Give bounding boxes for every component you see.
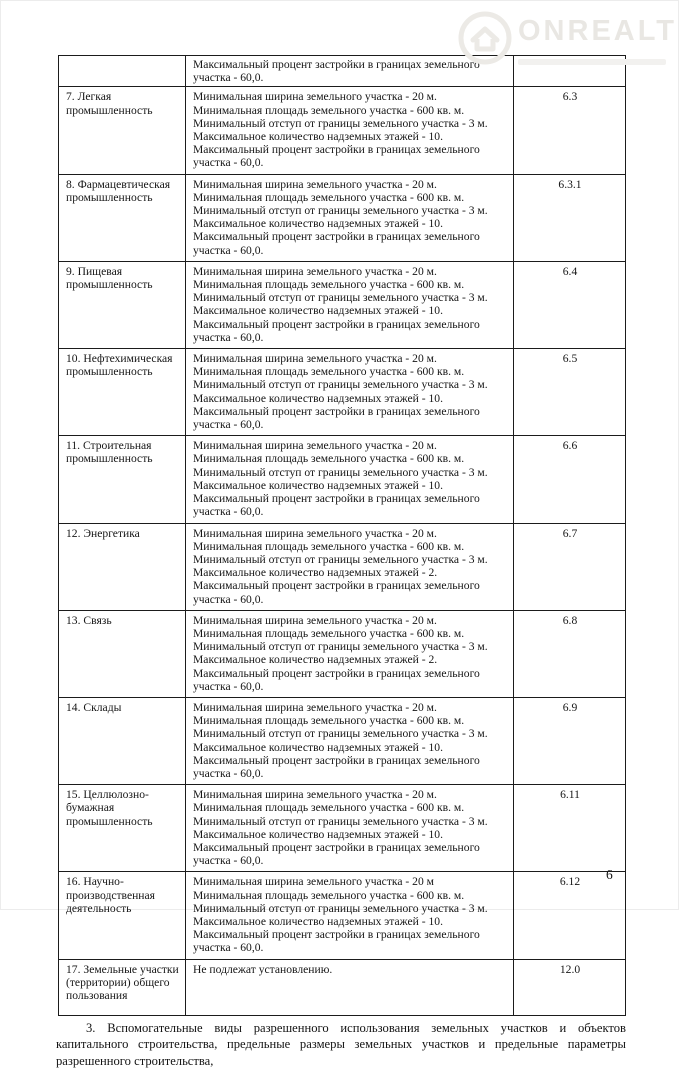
use-name-cell: 12. Энергетика bbox=[59, 523, 186, 610]
param-line: Минимальный отступ от границы земельного участка - 3 м. bbox=[193, 552, 488, 566]
param-line: Минимальный отступ от границы земельного участка - 3 м. bbox=[193, 204, 488, 218]
table-row bbox=[59, 349, 626, 436]
code-cell: 6.7 bbox=[514, 523, 626, 610]
use-name-cell: 13. Связь bbox=[59, 610, 186, 697]
param-line: Максимальный процент застройки в границах земельного участка - 60,0. bbox=[193, 579, 480, 606]
param-line: Максимальное количество надземных этажей - 10. bbox=[193, 478, 443, 492]
param-line: Минимальная ширина земельного участка - 20 м bbox=[193, 875, 434, 889]
param-line: Минимальная площадь земельного участка - 600 кв. м. bbox=[193, 714, 465, 728]
param-line: Минимальная ширина земельного участка - 20 м. bbox=[193, 700, 437, 714]
table-row bbox=[59, 523, 626, 610]
table-row bbox=[59, 174, 626, 261]
use-name-cell: 14. Склады bbox=[59, 697, 186, 784]
use-name-cell: 16. Научно-производственная деятельность bbox=[59, 872, 186, 959]
use-name-cell bbox=[59, 56, 186, 87]
use-name-cell: 17. Земельные участки (территории) общего пользования bbox=[59, 959, 186, 1015]
param-line: Максимальное количество надземных этажей - 2. bbox=[193, 653, 438, 667]
param-line: Минимальный отступ от границы земельного участка - 3 м. bbox=[193, 378, 488, 392]
param-line: Максимальный процент застройки в границах земельного участка - 60,0. bbox=[193, 928, 480, 955]
param-line: Минимальная площадь земельного участка - 600 кв. м. bbox=[193, 278, 465, 292]
param-line: Минимальный отступ от границы земельного участка - 3 м. bbox=[193, 901, 488, 915]
param-line: Минимальная площадь земельного участка - 600 кв. м. bbox=[193, 452, 465, 466]
param-line: Максимальный процент застройки в границах земельного участка - 60,0. bbox=[193, 143, 480, 170]
param-line: Максимальное количество надземных этажей - 10. bbox=[193, 827, 443, 841]
params-cell bbox=[186, 56, 514, 87]
param-line: Минимальный отступ от границы земельного участка - 3 м. bbox=[193, 640, 488, 654]
param-line: Минимальный отступ от границы земельного участка - 3 м. bbox=[193, 727, 488, 741]
param-line: Минимальная площадь земельного участка - 600 кв. м. bbox=[193, 539, 465, 553]
params-cell bbox=[186, 610, 514, 697]
param-line: Минимальная площадь земельного участка - 600 кв. м. bbox=[193, 103, 465, 117]
param-line: Максимальное количество надземных этажей - 10. bbox=[193, 914, 443, 928]
params-cell bbox=[186, 436, 514, 523]
param-line: Максимальный процент застройки в границах земельного участка - 60,0. bbox=[193, 404, 480, 432]
code-cell: 6.3.1 bbox=[514, 174, 626, 261]
paragraph-3: 3. Вспомогательные виды разрешенного использования земельных участков и объектов капитального строительства, предельные размеры земельных участков и предельные параметры разрешенного строительства, bbox=[56, 1020, 626, 1068]
watermark-brand: ONREALT bbox=[518, 15, 678, 47]
table-row bbox=[59, 959, 626, 1015]
params-cell bbox=[186, 697, 514, 784]
param-line: Максимальный процент застройки в границах земельного участка - 60,0. bbox=[193, 230, 480, 257]
code-cell: 6.8 bbox=[514, 610, 626, 697]
param-line: Максимальное количество надземных этажей - 10. bbox=[193, 740, 443, 754]
code-cell: 6.4 bbox=[514, 261, 626, 348]
land-use-parameters-table bbox=[58, 55, 626, 1016]
param-line: Не подлежат установлению. bbox=[193, 962, 333, 976]
code-cell bbox=[514, 56, 626, 87]
use-name-cell: 15. Целлюлозно-бумажная промышленность bbox=[59, 785, 186, 872]
param-line: Максимальное количество надземных этажей - 10. bbox=[193, 130, 443, 144]
param-line: Максимальное количество надземных этажей - 10. bbox=[193, 391, 443, 405]
param-line: Минимальная ширина земельного участка - 20 м. bbox=[193, 352, 437, 366]
table-body bbox=[59, 56, 626, 1016]
code-cell: 6.5 bbox=[514, 349, 626, 436]
code-cell: 12.0 bbox=[514, 959, 626, 1015]
table-row bbox=[59, 785, 626, 872]
params-cell bbox=[186, 174, 514, 261]
params-cell bbox=[186, 349, 514, 436]
param-line: Максимальный процент застройки в границах земельного участка - 60,0. bbox=[193, 492, 480, 519]
param-line: Максимальное количество надземных этажей - 2. bbox=[193, 566, 438, 580]
param-line: Максимальный процент застройки в границах земельного участка - 60,0. bbox=[193, 840, 480, 868]
code-cell: 6.12 bbox=[514, 872, 626, 959]
param-line: Максимальный процент застройки в границах земельного участка - 60,0. bbox=[193, 666, 480, 693]
table-row bbox=[59, 697, 626, 784]
params-cell bbox=[186, 872, 514, 959]
param-line: Минимальная ширина земельного участка - 20 м. bbox=[193, 264, 437, 278]
params-cell bbox=[186, 87, 514, 174]
param-line: Минимальный отступ от границы земельного участка - 3 м. bbox=[193, 814, 488, 828]
param-line: Максимальное количество надземных этажей - 10. bbox=[193, 304, 443, 318]
param-line: Минимальная ширина земельного участка - 20 м. bbox=[193, 526, 437, 540]
table-row bbox=[59, 261, 626, 348]
param-line: Минимальная ширина земельного участка - 20 м. bbox=[193, 613, 437, 627]
param-line: Минимальная площадь земельного участка - 600 кв. м. bbox=[193, 365, 465, 379]
param-line: Минимальная ширина земельного участка - 20 м. bbox=[193, 788, 437, 802]
table-row bbox=[59, 56, 626, 87]
param-line: Минимальная ширина земельного участка - 20 м. bbox=[193, 177, 437, 191]
param-line: Минимальная площадь земельного участка - 600 кв. м. bbox=[193, 190, 465, 204]
code-cell: 6.9 bbox=[514, 697, 626, 784]
param-line: Минимальная площадь земельного участка - 600 кв. м. bbox=[193, 888, 465, 902]
param-line: Минимальная площадь земельного участка - 600 кв. м. bbox=[193, 801, 465, 815]
param-line: Минимальная ширина земельного участка - 20 м. bbox=[193, 439, 437, 453]
params-cell bbox=[186, 959, 514, 1015]
code-cell: 6.6 bbox=[514, 436, 626, 523]
use-name-cell: 11. Строительная промышленность bbox=[59, 436, 186, 523]
param-line: Минимальный отступ от границы земельного участка - 3 м. bbox=[193, 116, 488, 130]
table-row bbox=[59, 436, 626, 523]
params-cell bbox=[186, 523, 514, 610]
table-row bbox=[59, 87, 626, 174]
code-cell: 6.3 bbox=[514, 87, 626, 174]
table-row bbox=[59, 610, 626, 697]
param-line: Максимальный процент застройки в границах земельного участка - 60,0. bbox=[193, 58, 480, 85]
page-number: 6 bbox=[606, 867, 613, 882]
use-name-cell: 10. Нефтехимическая промышленность bbox=[59, 349, 186, 436]
table-row bbox=[59, 872, 626, 959]
param-line: Максимальный процент застройки в границах земельного участка - 60,0. bbox=[193, 317, 480, 344]
param-line: Минимальный отступ от границы земельного участка - 3 м. bbox=[193, 465, 488, 479]
use-name-cell: 7. Легкая промышленность bbox=[59, 87, 186, 174]
param-line: Минимальная ширина земельного участка - 20 м. bbox=[193, 90, 437, 104]
param-line: Максимальное количество надземных этажей - 10. bbox=[193, 217, 443, 231]
param-line: Минимальный отступ от границы земельного участка - 3 м. bbox=[193, 291, 488, 305]
params-cell bbox=[186, 261, 514, 348]
use-name-cell: 9. Пищевая промышленность bbox=[59, 261, 186, 348]
use-name-cell: 8. Фармацевтическая промышленность bbox=[59, 174, 186, 261]
params-cell bbox=[186, 785, 514, 872]
param-line: Максимальный процент застройки в границах земельного участка - 60,0. bbox=[193, 753, 480, 780]
param-line: Минимальная площадь земельного участка - 600 кв. м. bbox=[193, 626, 465, 640]
code-cell: 6.11 bbox=[514, 785, 626, 872]
